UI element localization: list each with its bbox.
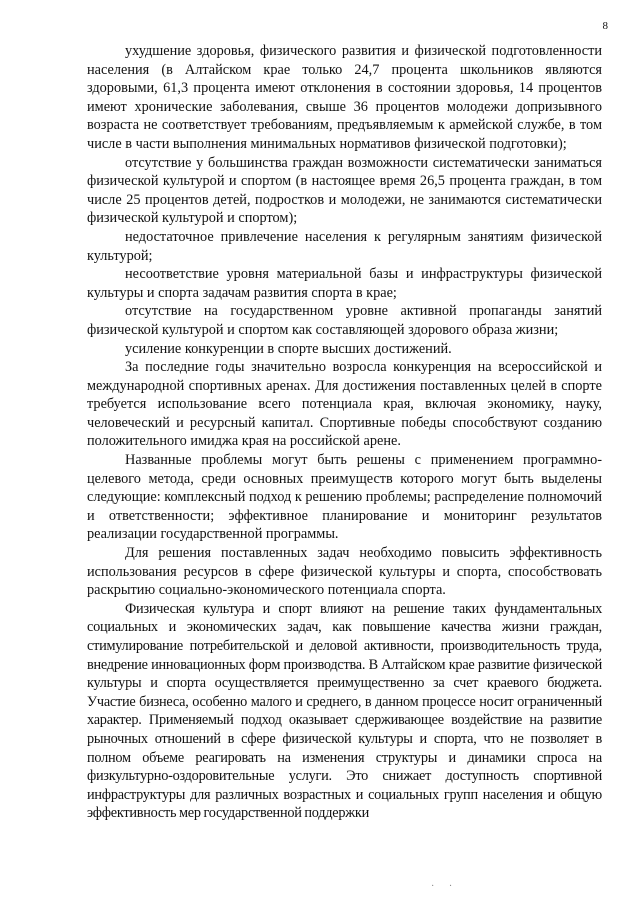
paragraph-insufficient-involvement: недостаточное привлечение населения к регулярным занятиям физической культурой; — [87, 228, 602, 264]
paragraph-infrastructure-mismatch: несоответствие уровня материальной базы и инфраструктуры физической культуры и спорта задачам развития спорта в крае; — [87, 266, 602, 301]
paragraph-health-decline: ухудшение здоровья, физического развития и физической подготовленности населения (в Алтайском крае только 24,7 процента школьников являются здоровыми, 61,3 процента имеют отклонения в состоянии здоровья, 14 процентов имеют хронические заболевания, свыше 36 процентов молодежи допризывного возраста не соответствует требованиям, предъявляемым к армейской службе, в том числе в части выполнения минимальных нормативов физической подготовки); — [87, 43, 602, 152]
scan-artifact: · · — [431, 881, 459, 892]
paragraph-competition: усиление конкуренции в спорте высших достижений. — [125, 340, 452, 357]
paragraph-no-opportunity: отсутствие у большинства граждан возможности систематически заниматься физической культурой и спортом (в настоящее время 26,5 процента граждан, в том числе 25 процентов детей, подростков и молодежи, не занимаются систематически физической культурой и спортом); — [87, 154, 602, 227]
paragraph-socio-economic-role: Физическая культура и спорт влияют на решение таких фундаментальных социальных и экономических задач, как повышение качества жизни граждан, стимулирование потребительской и деловой активности, производительность труда, внедрение инновационных форм производства. В Алтайском крае развитие физической культуры и спорта осуществляется преимущественно за счет краевого бюджета. Участие бизнеса, особенно малого и среднего, в данном процессе носит ограниченный характер. Применяемый подход оказывает сдерживающее воздействие на развитие рыночных отношений в сфере физической культуры и спорта, что не позволяет в полном объеме реагировать на изменения структуры и динамики спроса на физкультурно-оздоровительные услуги. Это снижает доступность спортивной инфраструктуры для различных возрастных и социальных групп населения и общую эффективность мер государственной поддержки — [87, 600, 602, 822]
paragraph-efficiency: Для решения поставленных задач необходимо повысить эффективность использования ресурсов в сфере физической культуры и спорта, способствовать раскрытию социально-экономического потенциала спорта. — [87, 545, 602, 599]
paragraph-program-target-method: Названные проблемы могут быть решены с применением программно-целевого метода, среди основных преимуществ которого могут быть выделены следующие: комплексный подход к решению проблемы; распределение полномочий и ответственности; эффективное планирование и мониторинг результатов реализации государственной программы. — [87, 452, 603, 543]
paragraph-international-arenas: За последние годы значительно возросла конкуренция на всероссийской и международной спортивных аренах. Для достижения поставленных целей в спорте требуется использование всего потенциала края, включая экономику, науку, человеческий и ресурсный капитал. Спортивные победы способствуют созданию положительного имиджа края на российской арене. — [87, 359, 602, 450]
paragraph-lack-of-promotion: отсутствие на государственном уровне активной пропаганды занятий физической культурой и спортом как составляющей здорового образа жизни; — [87, 303, 602, 338]
page-number: 8 — [602, 20, 608, 32]
document-body — [87, 42, 602, 823]
